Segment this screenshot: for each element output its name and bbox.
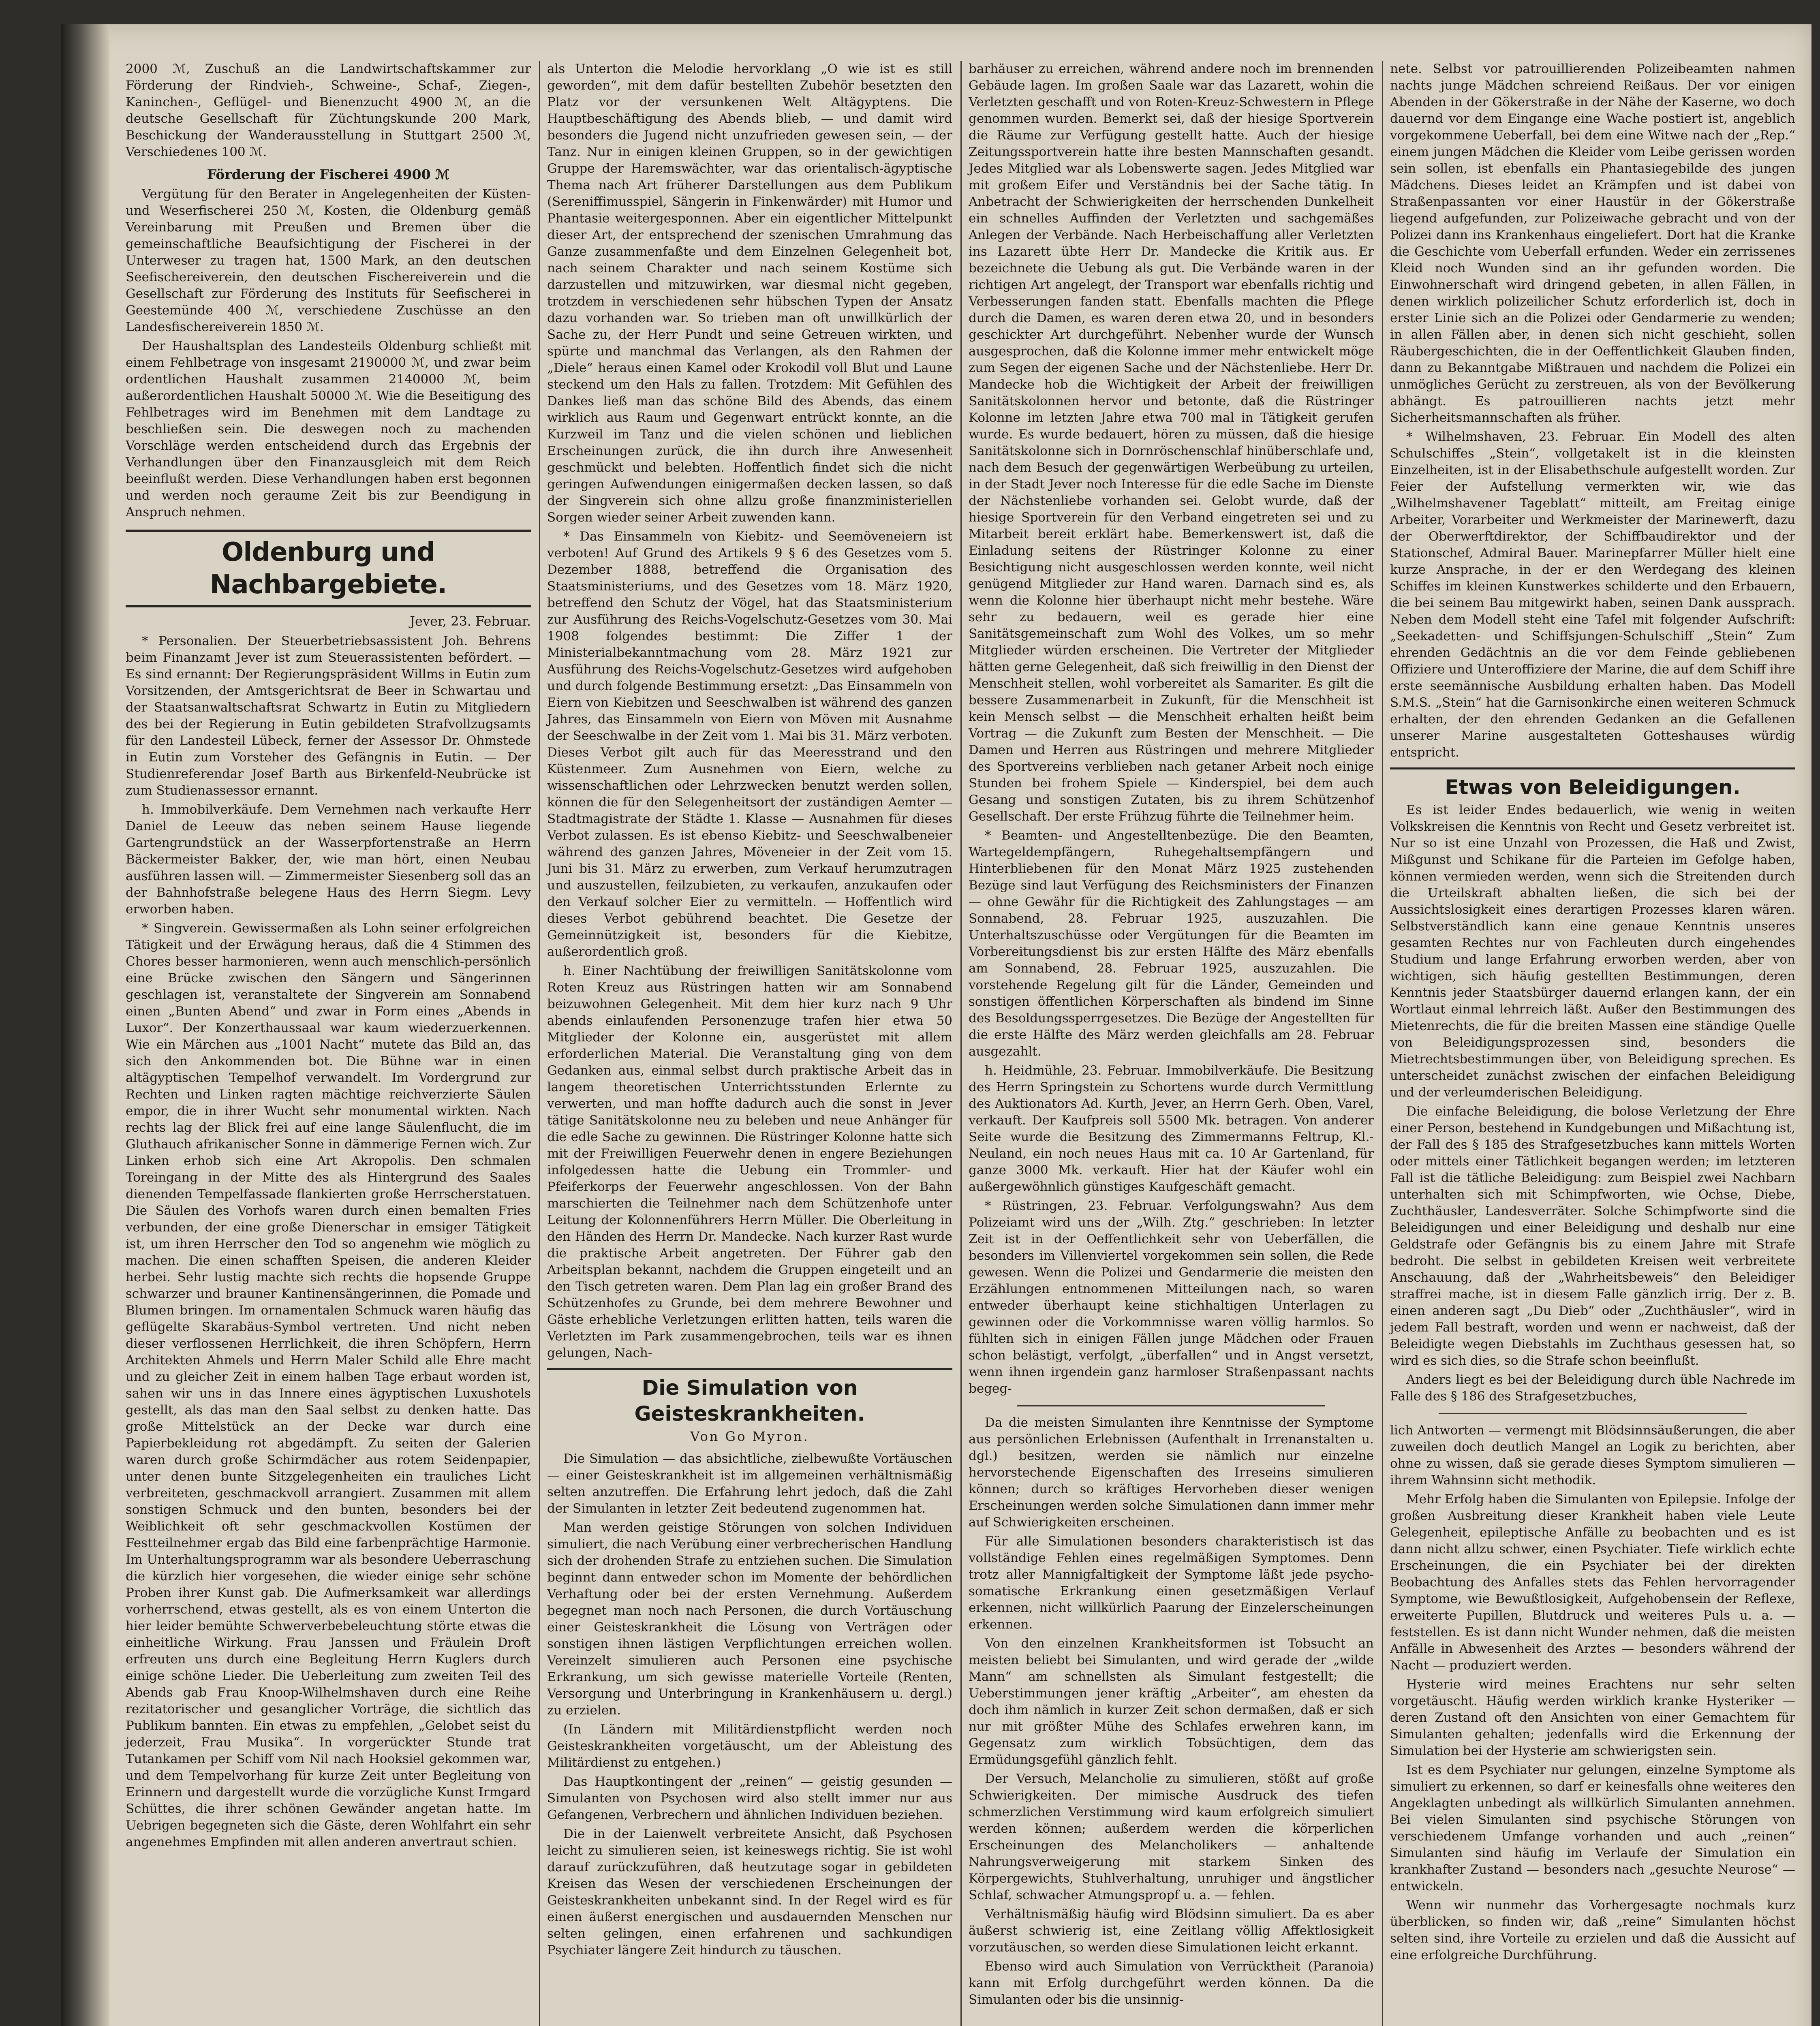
- section-headline-oldenburg: Oldenburg und Nachbargebiete.: [126, 530, 531, 607]
- article-singverein: * Singverein. Gewissermaßen als Lohn seiner erfolgreichen Tätigkeit und der Erwägung heraus, daß die 4 Stimmen des Chores besser harmonieren, wenn auch menschlich-persönlich eine Brücke zwischen den Sängern und Sängerinnen geschlagen ist, veranstaltete der Singverein am Sonnabend einen „Bunten Abend“ und zwar in Form eines „Abends in Luxor“. Der Konzerthaussaal war kaum wiederzuerkennen. Wie ein Märchen aus „1001 Nacht“ mutete das Bild an, das sich den Ankommenden bot. Die Bühne war in einen altägyptischen Tempelhof verwandelt. Im Vordergrund zur Rechten und Linken ragten mächtige reichverzierte Säulen empor, die in ihrer Wucht sehr monumental wirkten. Nach rechts lag der Blick frei auf eine lange Säulenflucht, die im Gluthauch afrikanischer Sonne in dämmerige Fernen wich. Zur Linken erhob sich eine Art Akropolis. Den schmalen Toreingang in der Mitte des als Hintergrund des Saales dienenden Tempelfassade flankierten große Herrscherstatuen. Die Säulen des Vorhofs waren durch einen bemalten Fries verbunden, der eine große Dienerschar in emsiger Tätigkeit ist, um ihren Herrscher den Tod so angenehm wie möglich zu machen. Die einen schafften Speisen, die anderen Kleider herbei. Sehr lustig machte sich rechts die hopsende Gruppe schwarzer und brauner Kantinensängerinnen, die Pomade und Blumen bringen. Im ornamentalen Schmuck waren häufig das geflügelte Skarabäus-Symbol vertreten. Und nicht neben dieser verflossenen Herrlichkeit, die ihren Schöpfern, Herrn Architekten Ahmels und Herrn Maler Schild alle Ehre macht und zu gleicher Zeit in einem halben Tage erbaut worden ist, sahen wir uns in das Innere eines ägyptischen Luxushotels gestellt, als das man den Saal selbst zu denken hatte. Das große Mittelstück an der Decke war durch eine Papierbekleidung rot abgedämpft. Zu seiten der Galerien waren durch große Schirmdächer aus rotem Seidenpapier, unter denen bunte Sitzgelegenheiten ein trauliches Licht verbreiteten, geschmackvoll arrangiert. Zusammen mit allem sonstigen Schmuck und den bunten, besonders bei der Weiblichkeit oft sehr geschmackvollen Kostümen der Festteilnehmer ergab das Bild eine farbenprächtige Harmonie. Im Unterhaltungsprogramm war als besondere Ueberraschung die kürzlich hier vorgesehen, die wieder einige sehr schöne Proben ihrer Kunst gab. Die Aufmerksamkeit war allerdings vorherrschend, etwas gestellt, als es von einem Unterton die hier leider bemühte Schwerverbebeleuchtung störte etwas die einheitliche Wirkung. Frau Janssen und Fräulein Droft erfreuten uns durch eine Begleitung Herrn Kuglers durch einige schöne Lieder. Die Ueberleitung zum zweiten Teil des Abends gab Frau Knoop-Wilhelmshaven durch eine Reihe rezitatorischer und gesanglicher Vorträge, die sichtlich das Publikum bannten. Ein etwas zu empfehlen, „Gelobet seist du jederzeit, Frau Musika“. In vorgerückter Stunde trat Tutankamen per Schiff vom Nil nach Hooksiel gekommen war, und dem Tempelvorhang für kurze Zeit unter Begleitung von Erinnern und dargestellt wurde die vorzügliche Kunst Irmgard Schüttes, die ihrer schönen Gewänder angetan hatte. Im Uebrigen begegneten sich die Gäste, deren Wohlfahrt ein sehr angenehmes Empfinden mit allen anderen anvertraut schien.: [126, 921, 531, 1849]
- simulation-paragraph-12: lich Antworten — vermengt mit Blödsinnsäußerungen, die aber zuweilen doch deutlich Mangel an Logik zu berichten, aber ohne zu wissen, daß sie gerade dieses Symptom simulieren — ihrem Wahnsinn sicht methodik.: [1390, 1423, 1795, 1487]
- article-wilhelmshaven: * Wilhelmshaven, 23. Februar. Ein Modell des alten Schulschiffes „Stein“, vollgetakelt ist in die kleinsten Einzelheiten, ist in der Elisabethschule aufgestellt worden. Zur Feier der Aufstellung vermerkten wir, wie das „Wilhelmshavener Tageblatt“ mitteilt, am Freitag einige Arbeiter, Vorarbeiter und Werkmeister der Marinewerft, dazu der Oberwerftdirektor, der Schiffbaudirektor und der Stationschef, Admiral Bauer. Marinepfarrer Müller hielt eine kurze Ansprache, in der er den Werdegang des kleinen Schiffes im kleinen Kunstwerkes schilderte und den Erbauern, die bei seinem Bau mitgewirkt haben, seinen Dank aussprach. Neben dem Modell steht eine Tafel mit folgender Aufschrift: „Seekadetten- und Schiffsjungen-Schulschiff „Stein“ Zum ehrenden Gedächtnis an die vor dem Feinde gebliebenen Offiziere und Unteroffiziere der Marine, die auf dem Schiff ihre erste seemännische Ausbildung erhalten haben. Das Modell S.M.S. „Stein“ hat die Garnisonkirche einen weiteren Schmuck erhalten, der den ehrenden Gedanken an die Gefallenen unserer Marine ausgestalteten Gotteshauses würdig entspricht.: [1390, 430, 1795, 760]
- simulation-paragraph-8: Von den einzelnen Krankheitsformen ist Tobsucht an meisten beliebt bei Simulanten, und wird gerade der „wilde Mann“ am schnellsten als Simulant festgestellt; die Ueberstimmungen jener kräftig „Arbeiter“, am ehesten da doch ihm nämlich in kurzer Zeit schon dermaßen, daß er sich nur mit größter Mühe des Schlafes erwehren kann, im Gegensatz zum wirklich Tobsüchtigen, dem das Ermüdungsgefühl gänzlich fehlt.: [969, 1636, 1374, 1767]
- simulation-paragraph-15: Ist es dem Psychiater nur gelungen, einzelne Symptome als simuliert zu erkennen, so darf er keinesfalls ohne weiteres den Angeklagten unbedingt als willkürlich Simulanten annehmen. Bei vielen Simulanten sind psychische Störungen von verschiedenem Umfange vorhanden und auch „reinen“ Simulanten sind häufig im Verlaufe der Simulation ein krankhafter Zustand — besonders nach „gesuchte Neurose“ — entwickeln.: [1390, 1763, 1795, 1893]
- beleidigung-paragraph-3: Anders liegt es bei der Beleidigung durch üble Nachrede im Falle des § 186 des Strafgesetzbuches,: [1390, 1372, 1795, 1404]
- simulation-paragraph-2: Man werden geistige Störungen von solchen Individuen simuliert, die nach Verübung einer verbrecherischen Handlung sich der drohenden Strafe zu entziehen suchen. Die Simulation beginnt dann entweder schon im Momente der behördlichen Verhaftung oder bei der ersten Vernehmung. Außerdem begegnet man noch nach Personen, die durch Vortäuschung einer Geisteskrankheit die Lösung von Verträgen oder sonstigen ihnen lästigen Verpflichtungen erreichen wollen. Vereinzelt simulieren auch Personen eine psychische Erkrankung, um sich gewisse materielle Vorteile (Renten, Versorgung und Unterbringung in Krankenhäusern u. dergl.) zu erzielen.: [547, 1520, 952, 1718]
- simulation-paragraph-9: Der Versuch, Melancholie zu simulieren, stößt auf große Schwierigkeiten. Der mimische Ausdruck des tiefen schmerzlichen Verstimmung wird kaum erfolgreich simuliert werden können; außerdem werden die körperlichen Erscheinungen des Melancholikers — anhaltende Nahrungsverweigerung mit starkem Sinken des Körpergewichts, Stuhlverhaltung, unruhiger und ängstlicher Schlaf, schwacher Atmungspropf u. a. — fehlen.: [969, 1772, 1374, 1902]
- separator: [1017, 1405, 1325, 1406]
- article-budget-intro: 2000 ℳ, Zuschuß an die Landwirtschaftskammer zur Förderung der Rindvieh-, Schweine-, Schaf-, Ziegen-, Kaninchen-, Geflügel- und Bienenzucht 4900 ℳ, an die deutsche Gesellschaft für Züchtungskunde 200 Mark, Beschickung der Wanderausstellung in Stuttgart 2500 ℳ, Verschiedenes 100 ℳ.: [126, 62, 531, 159]
- simulation-paragraph-16: Wenn wir nunmehr das Vorhergesagte nochmals kurz überblicken, so finden wir, daß „reine“ Simulanten höchst selten sind, ihre Vorteile zu erzielen und daß die Aussicht auf eine erfolgreiche Durchführung.: [1390, 1898, 1795, 1962]
- simulation-paragraph-10: Verhältnismäßig häufig wird Blödsinn simuliert. Da es aber äußerst schwierig ist, eine Zeitlang völlig Affektlosigkeit vorzutäuschen, so werden diese Simulationen leicht erkannt.: [969, 1907, 1374, 1955]
- section-title-fischerei: Förderung der Fischerei 4900 ℳ: [207, 167, 450, 182]
- beleidigung-paragraph-1: Es ist leider Endes bedauerlich, wie wenig in weiten Volkskreisen die Kenntnis von Recht und Gesetz verbreitet ist. Nur so ist eine Unzahl von Prozessen, die Haß und Zwist, Mißgunst und Schikane für die Parteien im Gefolge haben, können vermieden werden, wenn sich die Streitenden durch die Urteilskraft abhalten ließen, die sich bei der Aussichtslosigkeit eines derartigen Prozesses klaren wären. Selbstverständlich kann eine genaue Kenntnis unseres gesamten Rechtes nur von Fachleuten durch eingehendes Studium und lange Erfahrung erworben werden, aber von wichtigen, sich häufig gestellten Bestimmungen, deren Kenntnis jeder Staatsbürger dauernd erlangen kann, der ein Wortlaut einmal lehrreich läßt. Außer den Bestimmungen des Mietenrechts, die für die breiten Massen eine ständige Quelle von Beleidigungsprozessen sind, besonders die Mietrechtsbestimmungen über, von Beleidigung sprechen. Es unterscheidet zunächst zwischen der einfachen Beleidigung und der verleumderischen Beleidigung.: [1390, 803, 1795, 1100]
- column-4: [1390, 61, 1795, 1966]
- simulation-paragraph-13: Mehr Erfolg haben die Simulanten von Epilepsie. Infolge der großen Ausbreitung dieser Krankheit haben viele Leute Gelegenheit, epileptische Anfälle zu beobachten und es ist dann nicht allzu schwer, einen Psychiater. Tiefe wirklich echte Erscheinungen, die ein Psychiater bei der direkten Beobachtung des Anfalles stets das Fehlen hervorragender Symptome, wie Bewußtlosigkeit, Aufgehobensein der Reflexe, erweiterte Pupillen, Blutdruck und weiteres Puls u. a. — feststellen. Es ist dann nicht Wunder nehmen, daß die meisten Anfälle in Abwesenheit des Arztes — besonders während der Nacht — produziert werden.: [1390, 1492, 1795, 1673]
- article-beamtenbezuege: * Beamten- und Angestelltenbezüge. Die den Beamten, Wartegeldempfängern, Ruhegehaltsempfängern und Hinterbliebenen für den Monat März 1925 zustehenden Bezüge sind laut Verfügung des Reichsministers der Finanzen — ohne Gewähr für die Richtigkeit des Zahlungstages — am Sonnabend, 28. Februar 1925, auszuzahlen. Die Unterhaltszuschüsse oder Vergütungen für die Beamten im Vorbereitungsdienst bis zur ersten Hälfte des März ebenfalls am Sonnabend, 28. Februar 1925, auszuzahlen. Die vorstehende Regelung gilt für die Länder, Gemeinden und sonstigen öffentlichen Körperschaften als bindend im Sinne des Besoldungssperrgesetzes. Die Bezüge der Angestellten für die erste Hälfte des März werden gleichfalls am 28. Februar ausgezahlt.: [969, 828, 1374, 1059]
- article-personalien: * Personalien. Der Steuerbetriebsassistent Joh. Behrens beim Finanzamt Jever ist zum Steuerassistenten befördert. — Es sind ernannt: Der Regierungspräsident Willms in Eutin zum Vorsitzenden, der Amtsgerichtsrat de Beer in Schwartau und der Staatsanwaltschaftsrat Schwartz in Eutin zu Mitgliedern des bei der Regierung in Eutin gebildeten Strafvollzugsamts für den Landesteil Lübeck, ferner der Assessor Dr. Ohmstede in Eutin zum Vorsteher des Gefängnis in Eutin. — Der Studienreferendar Josef Barth aus Birkenfeld-Neubrücke ist zum Studienassessor ernannt.: [126, 634, 531, 798]
- dateline-jever: Jever, 23. Februar.: [410, 613, 531, 629]
- column-rule-2: [960, 61, 962, 2026]
- article-singverein-cont: als Unterton die Melodie hervorklang „O wie ist es still geworden“, mit dem dafür bestellten Zubehör besetzten den Platz vor der versunkenen Welt Altägyptens. Die Hauptbeschäftigung des Abends blieb, — und damit wird besonders die Jugend nicht unzufrieden gewesen sein, — der Tanz. Nur in einigen kleinen Gruppen, so in der gewichtigen Gruppe der Haremswächter, war das orientalisch-ägyptische Thema nach Art früherer Darstellungen aus dem Publikum (Sereniffimusspiel, Sängerin in Finkenwärder) mit Humor und Phantasie weitergesponnen. Aber ein eigentlicher Mittelpunkt dieser Art, der entsprechend der szenischen Umrahmung das Ganze zusammenfaßte und dem Einzelnen Gelegenheit bot, nach seinem Charakter und nach seinem Kostüme sich darzustellen und mitzuwirken, war diesmal nicht gegeben, trotzdem in verschiedenen sehr hübschen Typen der Ansatz dazu vorhanden war. So trieben man oft unwillkürlich der Sache zu, der Herr Pundt und seine Getreuen wirkten, und spürte und manchmal das Verlangen, als den Rahmen der „Diele“ heraus einen Kamel oder Krokodil voll Blut und Laune steckend um den Hals zu fallen. Trotzdem: Mit Gefühlen des Dankes ließ man das schöne Bild des Abends, das einem wirklich aus Raum und Gegenwart entrückt konnte, an die Kurzweil im Tanz und die vielen schönen und lieblichen Erscheinungen zurück, die ihn durch ihre Anwesenheit geschmückt und belebten. Hoffentlich findet sich die nicht geringen Aufwendungen einigermaßen decken lassen, so daß der Singverein sich ohne allzu große finanzministeriellen Sorgen wieder seiner Arbeit zuwenden kann.: [547, 62, 952, 525]
- article-heidmuehle: h. Heidmühle, 23. Februar. Immobilverkäufe. Die Besitzung des Herrn Springstein zu Schortens wurde durch Vermittlung des Auktionators Ad. Kurth, Jever, an Herrn Gerh. Oben, Varel, verkauft. Der Kaufpreis soll 5500 Mk. betragen. Von anderer Seite wurde die Besitzung des Zimmermanns Feltrup, Kl.-Neuland, ein noch neues Haus mit ca. 10 Ar Gartenland, für ganze 3000 Mk. verkauft. Hier hat der Käufer wohl ein außergewöhnlich günstiges Kaufgeschäft gemacht.: [969, 1063, 1374, 1194]
- simulation-paragraph-4: Das Hauptkontingent der „reinen“ — geistig gesunden — Simulanten von Psychosen wird also stellt immer nur aus Gefangenen, Verbrechern und ähnlichen Individuen beziehen.: [547, 1774, 952, 1822]
- simulation-paragraph-3: (In Ländern mit Militärdienstpflicht werden noch Geisteskrankheiten vorgetäuscht, um der Ableistung des Militärdienst zu entgehen.): [547, 1722, 952, 1770]
- column-1: [126, 61, 531, 1853]
- beleidigung-paragraph-2: Die einfache Beleidigung, die bolose Verletzung der Ehre einer Person, bestehend in Kundgebungen und Mißachtung ist, der Fall des § 185 des Strafgesetzbuches kann mittels Worten oder mittels einer Tätlichkeit begangen werden; im letzteren Fall ist die tätliche Beleidigung: zum Beispiel zwei Nachbarn unterhalten sich mit Schimpfworten, wie Ochse, Diebe, Zuchthäusler, Landesverräter. Solche Schimpfworte sind die Beleidigungen und einer Beleidigung und deshalb nur eine Geldstrafe oder Gefängnis bis zu einem Jahre mit Strafe bedroht. Die selbst in gebildeten Kreisen weit verbreitete Anschauung, daß der „Wahrheitsbeweis“ den Beleidiger straffrei mache, ist in diesem Falle gänzlich irrig. Der z. B. einen anderen sagt „Du Dieb“ oder „Zuchthäusler“, wird in jedem Fall bestraft, worden und wenn er nachweist, daß der Beleidigte wegen Diebstahls im Zuchthaus gesessen hat, so wird es sich dies, so die Strafe schon beeinflußt.: [1390, 1104, 1795, 1368]
- book-binding: [61, 24, 109, 2026]
- article-verfolgungswahn: * Rüstringen, 23. Februar. Verfolgungswahn? Aus dem Polizeiamt wird uns der „Wilh. Ztg.“ geschrieben: In letzter Zeit ist in der Oeffentlichkeit sehr von Ueberfällen, die besonders im Villenviertel vorgekommen sein sollen, die Rede gewesen. Wenn die Polizei und Gendarmerie die meisten den Erzählungen entnommenen Mitteilungen nach, so waren entweder überhaupt keine stichhaltigen Unterlagen zu gewinnen oder die Vorkommnisse waren völlig harmlos. So fühlten sich in einigen Fällen junge Mädchen oder Frauen schon belästigt, verfolgt, „überfallen“ und in Angst versetzt, wenn ihnen irgendein ganz harmloser Straßenpassant nachts begeg-: [969, 1199, 1374, 1396]
- column-3: [969, 61, 1374, 2011]
- headline-beleidigungen: Etwas von Beleidigungen.: [1390, 767, 1795, 800]
- simulation-paragraph-1: Die Simulation — das absichtliche, zielbewußte Vortäuschen — einer Geisteskrankheit ist im allgemeinen verhältnismäßig selten anzutreffen. Die Erfahrung lehrt jedoch, daß die Zahl der Simulanten in letzter Zeit bedeutend zugenommen hat.: [547, 1451, 952, 1516]
- article-fischerei: Vergütung für den Berater in Angelegenheiten der Küsten- und Weserfischerei 250 ℳ, Kosten, die Oldenburg gemäß Vereinbarung mit Preußen und Bremen über die gemeinschaftliche Beaufsichtigung der Fischerei in der Unterweser zu tragen hat, 1500 Mark, an den deutschen Seefischereiverein, den deutschen Fischereiverein und die Gesellschaft zur Förderung des Instituts für Seefischerei in Geestemünde 400 ℳ, verschiedene Zuschüsse an den Landesfischereiverein 1850 ℳ.: [126, 187, 531, 334]
- column-2: [547, 61, 952, 1961]
- column-rule-3: [1382, 61, 1383, 2026]
- headline-simulation: Die Simulation von Geisteskrankheiten.: [547, 1368, 952, 1427]
- article-immobilverkaeufe: h. Immobilverkäufe. Dem Vernehmen nach verkaufte Herr Daniel de Leeuw das neben seinem Hause liegende Gartengrundstück an der Wasserpfortenstraße an Herrn Bäckermeister Bakker, der, wie man hört, einen Neubau ausführen lassen will. — Zimmermeister Siesenberg soll das an der Bahnhofstraße belegene Haus des Herrn Siegm. Levy erworben haben.: [126, 802, 531, 917]
- article-kiebitzeier: * Das Einsammeln von Kiebitz- und Seemöveneiern ist verboten! Auf Grund des Artikels 9 § 6 des Gesetzes vom 5. Dezember 1888, betreffend die Organisation des Staatsministeriums, und des Gesetzes vom 18. März 1920, betreffend den Schutz der Vögel, hat das Staatsministerium zur Ausführung des Reichs-Vogelschutz-Gesetzes vom 30. Mai 1908 folgendes bestimmt: Die Ziffer 1 der Ministerialbekanntmachung vom 28. März 1921 zur Ausführung des Reichs-Vogelschutz-Gesetzes wird aufgehoben und durch folgende Bestimmung ersetzt: „Das Einsammeln von Eiern von Kiebitzen und Seeschwalben ist während des ganzen Jahres, das Einsammeln von Eiern von Möven mit Ausnahme der Seeschwalbe in der Zeit vom 1. Mai bis 31. März verboten. Dieses Verbot gilt auch für das Meeresstrand und den Küstenmeer. Zum Ausnehmen von Eiern, welche zu wissenschaftlichen oder Lehrzwecken benutzt werden sollen, können die für den Selegenheitsort der zuständigen Aemter — Stadtmagistrate der Städte 1. Klasse — Ausnahmen für dieses Verbot zulassen. Es ist ebenso Kiebitz- und Seeschwalbeneier während des ganzen Jahres, Möveneier in der Zeit vom 15. Juni bis 31. März zu erwerben, zum Verkauf herumzutragen und auszustellen, feilzubieten, zu verkaufen, anzukaufen oder den Verkauf solcher Eier zu vermitteln. — Hoffentlich wird dieses Verbot gebührend beachtet. Die Gesetze der Gemeinnützigkeit ist, besonders für die Kiebitze, außerordentlich groß.: [547, 529, 952, 959]
- article-sanitaet-cont: barhäuser zu erreichen, während andere noch im brennenden Gebäude lagen. Im großen Saale war das Lazarett, wohin die Verletzten geschafft und von Roten-Kreuz-Schwestern in Pflege genommen wurden. Bemerkt sei, daß der hiesige Sportverein die Räume zur Verfügung gestellt hatte. Auch der hiesige Zeitungssportverein hatte ihre besten Mannschaften gesandt. Jedes Mitglied war als Lobenswerte sagen. Jedes Mitglied war mit großem Eifer und Verständnis bei der Sache tätig. In Anbetracht der Schwierigkeiten der herrschenden Dunkelheit ein schnelles Auffinden der Verletzten und sachgemäßes Anlegen der Verbände. Nach Herbeischaffung aller Verletzten ins Lazarett übte Herr Dr. Mandecke die Kritik aus. Er bezeichnete die Uebung als gut. Die Verbände waren in der richtigen Art angelegt, der Transport war ebenfalls richtig und Verbesserungen fanden statt. Ebenfalls machten die Pflege durch die Damen, es waren deren etwa 20, und in besonders geschickter Art durchgeführt. Nebenher wurde der Wunsch ausgesprochen, daß die Kolonne immer mehr entwickelt möge zum Segen der eigenen Sache und der Nächstenliebe. Herr Dr. Mandecke hob die Wichtigkeit der Arbeit der freiwilligen Sanitätskolonnen hervor und betonte, daß die Rüstringer Kolonne im letzten Jahre etwa 700 mal in Tätigkeit gerufen wurde. Es wurde bedauert, hören zu müssen, daß die hiesige Sanitätskolonne sich in Dornröschenschlaf hinüberschlafe und, nach dem Besuch der gegenwärtigen Werbeübung zu urteilen, in der Stadt Jever noch Interesse für die edle Sache im Dienste der Nächstenliebe vorhanden sei. Gelobt wurde, daß der hiesige Sportverein für den Verband eingetreten sei und zu Mitarbeit bereit erklärt habe. Bemerkenswert ist, daß die Einladung seitens der Rüstringer Kolonne zu einer Besichtigung nicht ausgeschlossen werden konnte, weil nicht genügend Mitglieder zur Hand waren. Darnach sind es, als wenn die Kolonne hier überhaupt nicht mehr bestehe. Wäre sehr zu bedauern, weil es gerade hier eine Sanitätsgemeinschaft zum Wohl des Volkes, um so mehr Mitglieder würden erscheinen. Die Vertreter der Mitglieder hätten gerne Gelegenheit, daß sich freiwillig in den Dienst der Menschheit stellen, wohl vorbereitet als Samariter. Es gilt die bessere Zusammenarbeit in Zukunft, für die Menschheit ist kein Mensch selbst — die Menschheit erhalten heißt beim Vortrag — die Zukunft zum Besten der Menschheit. — Die Damen und Herren aus Rüstringen und mehrere Mitglieder des Sportvereins verblieben nach getaner Arbeit noch einige Stunden bei frohem Spiele — Kinderspiel, bei dem auch Gesang und sonstigen Zutaten, bis zu ihrem Schützenhof Gesellschaft. Der erste Frühzug führte die Teilnehmer heim.: [969, 62, 1374, 824]
- byline-simulation: Von Go Myron.: [690, 1429, 809, 1444]
- column-rule-1: [539, 61, 540, 2026]
- newspaper-page: [61, 24, 1811, 2026]
- simulation-paragraph-11: Ebenso wird auch Simulation von Verrücktheit (Paranoia) kann mit Erfolg durchgeführt werden können. Da die Simulanten oder bis die unsinnig-: [969, 1959, 1374, 2007]
- article-sanitaetskolonne: h. Einer Nachtübung der freiwilligen Sanitätskolonne vom Roten Kreuz aus Rüstringen hatten wir am Sonnabend beizuwohnen Gelegenheit. Mit dem hier kurz nach 9 Uhr abends einlaufenden Personenzuge trafen hier etwa 50 Mitglieder der Kolonne ein, ausgerüstet mit allem erforderlichen Material. Die Veranstaltung ging von dem Gedanken aus, einmal selbst durch praktische Arbeit das in langem theoretischen Unterrichtsstunden Erlernte zu verwerten, und man hoffte dadurch auch die sonst in Jever tätige Sanitätskolonne neu zu beleben und neue Anhänger für die edle Sache zu gewinnen. Die Rüstringer Kolonne hatte sich mit der Freiwilligen Feuerwehr denen in engere Beziehungen infolgedessen hatte die Uebung ein Trommler- und Pfeiferkorps der Feuerwehr angeschlossen. Von der Bahn marschierten die Teilnehmer nach dem Schützenhofe unter Leitung der Kolonnenführers Herrn Müller. Die Oberleitung in den Händen des Herrn Dr. Mandecke. Nach kurzer Rast wurde die praktische Arbeit angetreten. Der Führer gab den Arbeitsplan bekannt, nachdem die Gruppen eingeteilt und an den Tisch getreten waren. Dem Plan lag ein großer Brand des Schützenhofes zu Grunde, bei dem mehrere Bewohner und Gäste erhebliche Verletzungen erlitten hatten, teils waren die Verletzten im Park zusammengebrochen, teils war es ihnen gelungen, Nach-: [547, 964, 952, 1360]
- separator: [1439, 1413, 1747, 1414]
- simulation-paragraph-7: Für alle Simulationen besonders charakteristisch ist das vollständige Fehlen eines regelmäßigen Symptomes. Denn trotz aller Mannigfaltigkeit der Symptome läßt jede psycho-somatische Erkrankung einen gesetzmäßigen Verlauf erkennen, nicht willkürlich Paarung der Einzelerscheinungen erkennen.: [969, 1534, 1374, 1632]
- article-verfolgungswahn-cont: nete. Selbst vor patrouillierenden Polizeibeamten nahmen nachts junge Mädchen schreiend Reißaus. Der vor einigen Abenden in der Gökerstraße in der Nähe der Kaserne, wo doch dauernd vor dem Eingange eine Wache postiert ist, angeblich vorgekommene Ueberfall, bei dem eine Witwe nach der „Rep.“ einem jungen Mädchen die Kleider vom Leibe gerissen worden sein sollen, ist ebenfalls ein Phantasiegebilde des jungen Mädchens. Dieses leidet an Krämpfen und ist dabei von Straßenpassanten vor einer Haustür in der Gökerstraße liegend aufgefunden, zur Polizeiwache gebracht und von der Polizei dann ins Krankenhaus eingeliefert. Dort hat die Kranke die Geschichte vom Ueberfall erfunden. Weder ein zerrissenes Kleid noch Wunden sind an ihr gefunden worden. Die Einwohnerschaft wird dringend gebeten, in allen Fällen, in denen wirklich polizeilicher Schutz erforderlich ist, doch in erster Linie sich an die Polizei oder Gendarmerie zu wenden; in allen Fällen aber, in denen sich nicht geschieht, sollen Räubergeschichten, die in der Oeffentlichkeit Glauben finden, dann zu Bekanntgabe Mißtrauen und nachdem die Polizei ein unmögliches Gerücht zu zerstreuen, als von der Bevölkerung abhängt. Es patrouillieren nachts jetzt mehr Sicherheitsmannschaften als früher.: [1390, 62, 1795, 425]
- simulation-paragraph-6: Da die meisten Simulanten ihre Kenntnisse der Symptome aus persönlichen Erlebnissen (Aufenthalt in Irrenanstalten u. dgl.) besitzen, werden sie nämlich nur einzelne hervorstechende Eigenschaften des Irreseins simulieren können; durch so kräftiges Hervorheben dieser wenigen Erscheinungen werden solche Simulationen dann immer mehr auf Schwierigkeiten erscheinen.: [969, 1415, 1374, 1530]
- simulation-paragraph-14: Hysterie wird meines Erachtens nur sehr selten vorgetäuscht. Häufig werden wirklich kranke Hysteriker — deren Zustand oft den Ansichten von einer Gemachtem für Simulanten gehalten; jedenfalls wird die Erkennung der Simulation bei der Hysterie am schwierigsten sein.: [1390, 1677, 1795, 1758]
- simulation-paragraph-5: Die in der Laienwelt verbreitete Ansicht, daß Psychosen leicht zu simulieren seien, ist keineswegs richtig. Sie ist wohl darauf zurückzuführen, daß heutzutage sogar in gebildeten Kreisen das Wesen der verschiedenen Erscheinungen der Geisteskrankheiten unbekannt sind. In der Regel wird es für einen äußerst energischen und ausdauernden Menschen nur selten gelingen, einen erfahrenen und sachkundigen Psychiater längere Zeit hindurch zu täuschen.: [547, 1827, 952, 1958]
- article-haushaltsplan: Der Haushaltsplan des Landesteils Oldenburg schließt mit einem Fehlbetrage von insgesamt 2190000 ℳ, und zwar beim ordentlichen Haushalt zusammen 2140000 ℳ, beim außerordentlichen Haushalt 50000 ℳ. Wie die Beseitigung des Fehlbetrages wird im Benehmen mit dem Landtage zu beschließen sein. Die deswegen noch zu machenden Vorschläge werden entscheidend durch das Ergebnis der Verhandlungen über den Finanzausgleich mit dem Reich beeinflußt werden. Diese Verhandlungen haben erst begonnen und werden noch geraume Zeit bis zur Beendigung in Anspruch nehmen.: [126, 339, 531, 519]
